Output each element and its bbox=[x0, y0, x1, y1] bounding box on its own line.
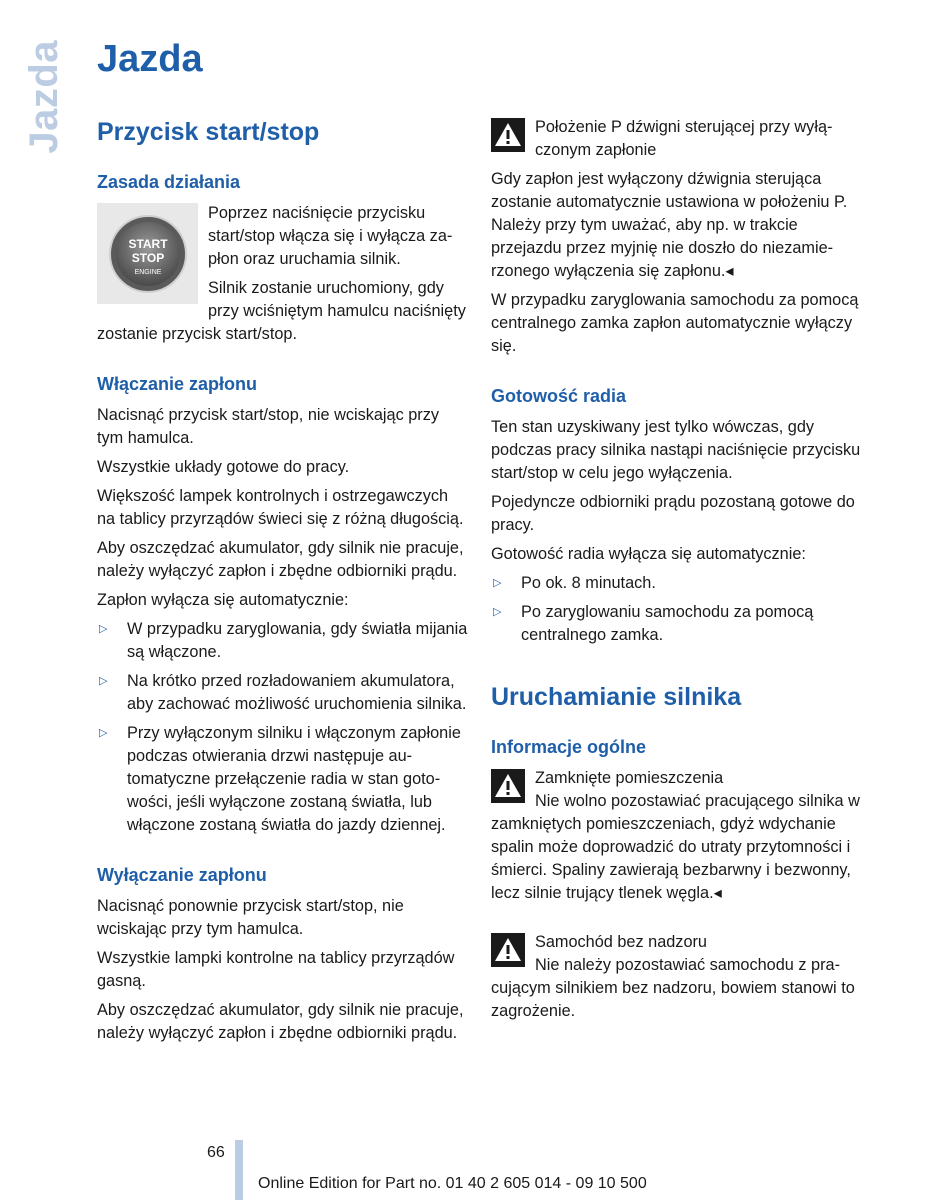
wlaczanie-paragraph-3: Większość lampek kontrolnych i ostrzegawczych na tablicy przyrządów świeci się z różną długością. bbox=[97, 487, 464, 528]
footer-divider-bar bbox=[235, 1140, 243, 1200]
gotowosc-paragraph-2: Pojedyncze odbiorniki prądu pozostaną gotowe do pracy. bbox=[491, 493, 855, 534]
bullet-triangle-icon: ▷ bbox=[99, 727, 108, 739]
wlaczanie-paragraph-4: Aby oszczędzać akumulator, gdy silnik nie pracuje, należy wyłączyć zapłon i zbędne odbiorniki prądu. bbox=[97, 539, 464, 580]
warning-2-title: Zamknięte pomieszczenia bbox=[535, 769, 724, 787]
list-item: ▷ Przy wyłączonym silniku i włączonym zapłonie podczas otwierania drzwi następuje automatyczne przełączenie radia w stan gotowości, jeśli wyłączone zostaną światła, lub włączone zostaną światła do jazdy dziennej. bbox=[99, 724, 461, 834]
warning-triangle-icon bbox=[491, 933, 525, 967]
heading-uruchamianie-silnika: Uruchamianie silnika bbox=[491, 683, 742, 711]
wylaczanie-paragraph-3: Aby oszczędzać akumulator, gdy silnik nie pracuje, należy wyłączyć zapłon i zbędne odbiorniki prądu. bbox=[97, 1001, 464, 1042]
wlaczanie-paragraph-5: Zapłon wyłącza się automatycznie: bbox=[97, 591, 349, 609]
zasada-paragraph-1: Poprzez naciśnięcie przycisku start/stop włącza się i wyłącza zapłon oraz uruchamia silnik. bbox=[208, 204, 453, 268]
warning-triangle-icon bbox=[491, 118, 525, 152]
wlaczanie-paragraph-1: Nacisnąć przycisk start/stop, nie wciskając przy tym hamulca. bbox=[97, 406, 440, 447]
zaryglowanie-paragraph: W przypadku zaryglowania samochodu za pomocą centralnego zamka zapłon automatycznie wyłączy się. bbox=[491, 291, 859, 355]
warning-1-paragraph: Gdy zapłon jest wyłączony dźwignia sterująca zostanie automatycznie ustawiona w położeniu P. Należy przy tym uważać, aby np. w trakcie przejazdu przez myjnię nie doszło do niezamierzonego wyłączenia się zapłonu.◂ bbox=[491, 170, 848, 280]
svg-text:STOP: STOP bbox=[131, 250, 164, 265]
wlaczanie-list bbox=[97, 618, 469, 837]
bullet-triangle-icon: ▷ bbox=[493, 577, 502, 589]
list-item: ▷ Na krótko przed rozładowaniem akumulatora, aby zachować możliwość uruchomienia silnika. bbox=[99, 672, 467, 713]
warning-2-paragraph: Nie wolno pozostawiać pracującego silnika w zamkniętych pomieszczeniach, gdyż wdychanie spalin może doprowadzić do utraty przytomności i śmierci. Spaliny zawierają bezbarwny i bezwonny, lecz silnie trujący tlenek węgla.◂ bbox=[491, 792, 860, 902]
wlaczanie-paragraph-2: Wszystkie układy gotowe do pracy. bbox=[97, 458, 350, 476]
svg-text:START: START bbox=[127, 236, 168, 251]
zasada-paragraph-2: Silnik zostanie uruchomiony, gdy przy wciśniętym hamulcu naciśnięty zostanie przycisk start/stop. bbox=[97, 279, 466, 343]
bullet-triangle-icon: ▷ bbox=[99, 675, 108, 687]
list-item: ▷ W przypadku zaryglowania, gdy światła mijania są włączone. bbox=[99, 620, 468, 661]
page-title: Jazda bbox=[97, 38, 203, 80]
gotowosc-list bbox=[491, 572, 863, 647]
warning-3-paragraph: Nie należy pozostawiać samochodu z pracującym silnikiem bez nadzoru, bowiem stanowi to zagrożenie. bbox=[491, 956, 855, 1020]
page-number: 66 bbox=[207, 1144, 225, 1161]
wylaczanie-paragraph-1: Nacisnąć ponownie przycisk start/stop, nie wciskając przy tym hamulca. bbox=[97, 897, 404, 938]
side-chapter-tab: Jazda bbox=[22, 40, 66, 154]
bullet-triangle-icon: ▷ bbox=[99, 623, 108, 635]
right-column bbox=[491, 116, 863, 1029]
heading-wylaczanie: Wyłączanie zapłonu bbox=[97, 865, 267, 885]
gotowosc-paragraph-1: Ten stan uzyskiwany jest tylko wówczas, gdy podczas pracy silnika nastąpi naciśnięcie przycisku start/stop w celu jego wyłączenia. bbox=[491, 418, 861, 482]
start-stop-button-icon bbox=[97, 203, 198, 304]
heading-zasada: Zasada działania bbox=[97, 172, 241, 192]
heading-gotowosc-radia: Gotowość radia bbox=[491, 386, 627, 406]
warning-triangle-icon bbox=[491, 769, 525, 803]
list-item: ▷ Po ok. 8 minutach. bbox=[491, 572, 863, 595]
gotowosc-paragraph-3: Gotowość radia wyłącza się automatycznie: bbox=[491, 545, 806, 563]
bullet-triangle-icon: ▷ bbox=[493, 606, 502, 618]
heading-start-stop: Przycisk start/stop bbox=[97, 118, 320, 146]
left-column bbox=[97, 116, 469, 1051]
footer-edition-text: Online Edition for Part no. 01 40 2 605 014 - 09 10 500 bbox=[258, 1175, 647, 1192]
heading-informacje-ogolne: Informacje ogólne bbox=[491, 737, 647, 757]
svg-text:ENGINE: ENGINE bbox=[134, 268, 161, 276]
wylaczanie-paragraph-2: Wszystkie lampki kontrolne na tablicy przyrządów gasną. bbox=[97, 949, 455, 990]
warning-3-title: Samochód bez nadzoru bbox=[535, 933, 707, 951]
warning-1-title: Położenie P dźwigni sterującej przy wyłączonym zapłonie bbox=[535, 118, 833, 159]
list-item: ▷ Po zaryglowaniu samochodu za pomocą centralnego zamka. bbox=[493, 603, 814, 644]
heading-wlaczanie: Włączanie zapłonu bbox=[97, 374, 258, 394]
